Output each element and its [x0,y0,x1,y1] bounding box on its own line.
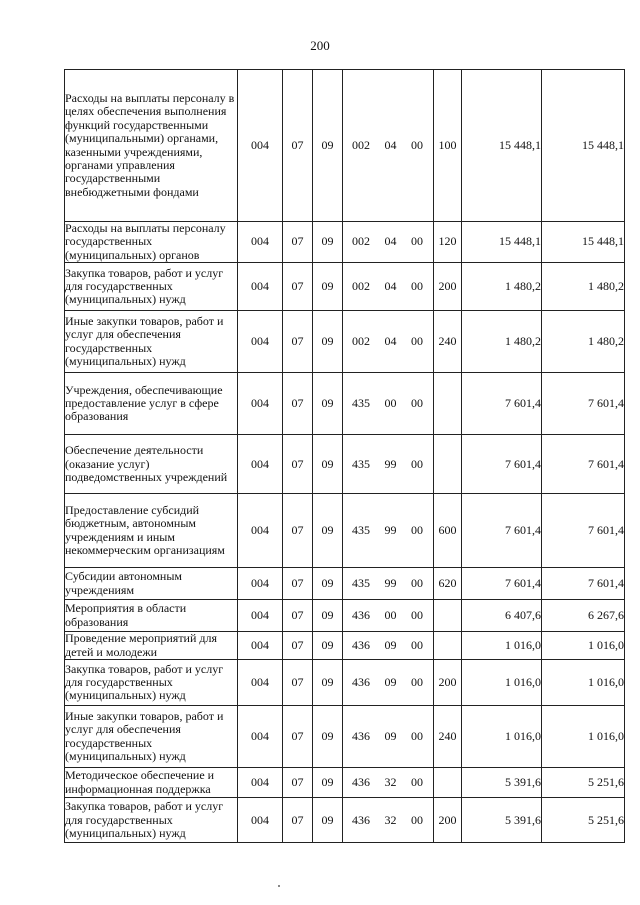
target-article-part-1: 436 [352,729,370,744]
amount-plan-2: 1 016,0 [542,660,625,706]
expense-type-code [434,435,462,494]
amount-plan-2: 7 601,4 [542,494,625,568]
amount-plan-2: 7 601,4 [542,568,625,600]
target-article-part-1: 436 [352,638,370,653]
target-article-code [343,798,434,843]
table-row [65,768,625,798]
expense-type-code: 200 [434,263,462,311]
target-article-part-2: 04 [384,279,397,294]
target-article-part-1: 435 [352,576,370,591]
target-article-part-3: 00 [411,279,423,294]
target-article-part-1: 436 [352,775,370,790]
section-code: 07 [283,660,313,706]
target-article-part-1: 002 [352,279,370,294]
subsection-code: 09 [313,373,343,435]
amount-plan-1: 7 601,4 [462,494,542,568]
expense-type-code: 200 [434,798,462,843]
row-name: Закупка товаров, работ и услуг для государственных (муниципальных) нужд [65,263,238,311]
target-article-parts [343,676,433,689]
target-article-parts [343,280,433,293]
ministry-code: 004 [238,632,283,660]
target-article-code [343,494,434,568]
expense-type-code [434,632,462,660]
section-code: 07 [283,435,313,494]
row-name: Иные закупки товаров, работ и услуг для обеспечения государственных (муниципальных) нужд [65,706,238,768]
section-code: 07 [283,222,313,263]
section-code: 07 [283,263,313,311]
target-article-part-1: 435 [352,396,370,411]
target-article-parts [343,730,433,743]
target-article-code [343,373,434,435]
expense-type-code: 620 [434,568,462,600]
amount-plan-1: 7 601,4 [462,373,542,435]
section-code: 07 [283,632,313,660]
amount-plan-1: 1 016,0 [462,632,542,660]
target-article-code [343,768,434,798]
target-article-part-2: 00 [384,396,397,411]
ministry-code: 004 [238,798,283,843]
target-article-parts [343,639,433,652]
target-article-part-2: 09 [384,675,397,690]
amount-plan-1: 5 391,6 [462,768,542,798]
amount-plan-2: 1 480,2 [542,263,625,311]
target-article-code [343,222,434,263]
subsection-code: 09 [313,768,343,798]
row-name: Расходы на выплаты персоналу в целях обеспечения выполнения функций государственными (муниципальными) органами, казенными учреждениями, органами управления государственными внебюджетными фондами [65,70,238,222]
target-article-parts [343,776,433,789]
target-article-parts [343,609,433,622]
target-article-part-1: 002 [352,137,370,152]
scan-speck [278,885,280,887]
amount-plan-2: 15 448,1 [542,222,625,263]
target-article-part-2: 99 [384,456,397,471]
target-article-part-3: 00 [411,396,423,411]
ministry-code: 004 [238,568,283,600]
section-code: 07 [283,568,313,600]
expense-type-code: 600 [434,494,462,568]
amount-plan-1: 7 601,4 [462,568,542,600]
ministry-code: 004 [238,706,283,768]
target-article-part-3: 00 [411,638,423,653]
target-article-part-3: 00 [411,234,423,249]
amount-plan-1: 5 391,6 [462,798,542,843]
row-name: Закупка товаров, работ и услуг для государственных (муниципальных) нужд [65,660,238,706]
section-code: 07 [283,798,313,843]
amount-plan-2: 5 251,6 [542,768,625,798]
page-number: 200 [310,38,330,53]
table-row [65,311,625,373]
subsection-code: 09 [313,222,343,263]
target-article-code [343,660,434,706]
amount-plan-2: 1 016,0 [542,632,625,660]
target-article-part-2: 32 [384,775,397,790]
target-article-part-2: 04 [384,234,397,249]
target-article-parts [343,335,433,348]
row-name: Учреждения, обеспечивающие предоставление услуг в сфере образования [65,373,238,435]
amount-plan-1: 15 448,1 [462,70,542,222]
table-row [65,632,625,660]
row-name: Проведение мероприятий для детей и молодежи [65,632,238,660]
row-name: Обеспечение деятельности (оказание услуг) подведомственных учреждений [65,435,238,494]
row-name: Мероприятия в области образования [65,600,238,632]
target-article-part-1: 436 [352,608,370,623]
amount-plan-1: 1 016,0 [462,706,542,768]
subsection-code: 09 [313,311,343,373]
target-article-code [343,70,434,222]
section-code: 07 [283,768,313,798]
amount-plan-1: 1 480,2 [462,263,542,311]
target-article-part-2: 99 [384,576,397,591]
amount-plan-2: 1 016,0 [542,706,625,768]
row-name: Закупка товаров, работ и услуг для государственных (муниципальных) нужд [65,798,238,843]
row-name: Расходы на выплаты персоналу государственных (муниципальных) органов [65,222,238,263]
row-name: Предоставление субсидий бюджетным, автономным учреждениям и иным некоммерческим организациям [65,494,238,568]
section-code: 07 [283,70,313,222]
target-article-code [343,311,434,373]
target-article-part-1: 002 [352,234,370,249]
subsection-code: 09 [313,494,343,568]
amount-plan-2: 7 601,4 [542,373,625,435]
target-article-code [343,568,434,600]
ministry-code: 004 [238,660,283,706]
subsection-code: 09 [313,70,343,222]
target-article-part-3: 00 [411,456,423,471]
table-row [65,373,625,435]
section-code: 07 [283,373,313,435]
expense-type-code [434,768,462,798]
target-article-part-3: 00 [411,576,423,591]
target-article-part-2: 99 [384,523,397,538]
row-name: Методическое обеспечение и информационная поддержка [65,768,238,798]
target-article-code [343,263,434,311]
ministry-code: 004 [238,222,283,263]
subsection-code: 09 [313,660,343,706]
target-article-part-3: 00 [411,729,423,744]
subsection-code: 09 [313,600,343,632]
target-article-part-1: 435 [352,456,370,471]
ministry-code: 004 [238,373,283,435]
expense-type-code: 200 [434,660,462,706]
subsection-code: 09 [313,706,343,768]
target-article-part-1: 435 [352,523,370,538]
row-name: Субсидии автономным учреждениям [65,568,238,600]
target-article-part-1: 436 [352,812,370,827]
target-article-part-1: 002 [352,334,370,349]
target-article-parts [343,397,433,410]
target-article-part-3: 00 [411,137,423,152]
target-article-part-3: 00 [411,523,423,538]
target-article-part-3: 00 [411,675,423,690]
target-article-part-3: 00 [411,775,423,790]
subsection-code: 09 [313,632,343,660]
ministry-code: 004 [238,435,283,494]
ministry-code: 004 [238,263,283,311]
amount-plan-1: 1 480,2 [462,311,542,373]
amount-plan-2: 7 601,4 [542,435,625,494]
budget-table [64,69,625,843]
section-code: 07 [283,494,313,568]
expense-type-code [434,600,462,632]
amount-plan-2: 1 480,2 [542,311,625,373]
table-row [65,600,625,632]
table-row [65,494,625,568]
amount-plan-2: 15 448,1 [542,70,625,222]
amount-plan-1: 6 407,6 [462,600,542,632]
table-row [65,70,625,222]
expense-type-code: 120 [434,222,462,263]
target-article-part-3: 00 [411,334,423,349]
table-row [65,222,625,263]
expense-type-code [434,373,462,435]
expense-type-code: 100 [434,70,462,222]
ministry-code: 004 [238,768,283,798]
target-article-parts [343,458,433,471]
amount-plan-1: 7 601,4 [462,435,542,494]
target-article-code [343,706,434,768]
target-article-code [343,600,434,632]
ministry-code: 004 [238,600,283,632]
target-article-part-2: 09 [384,729,397,744]
target-article-part-2: 04 [384,334,397,349]
target-article-parts [343,577,433,590]
amount-plan-1: 15 448,1 [462,222,542,263]
target-article-part-3: 00 [411,812,423,827]
ministry-code: 004 [238,311,283,373]
table-row [65,798,625,843]
target-article-part-1: 436 [352,675,370,690]
amount-plan-2: 5 251,6 [542,798,625,843]
table-row [65,660,625,706]
ministry-code: 004 [238,494,283,568]
table-row [65,435,625,494]
target-article-part-2: 00 [384,608,397,623]
section-code: 07 [283,600,313,632]
amount-plan-2: 6 267,6 [542,600,625,632]
target-article-part-2: 04 [384,137,397,152]
target-article-part-2: 09 [384,638,397,653]
target-article-parts [343,814,433,827]
expense-type-code: 240 [434,706,462,768]
section-code: 07 [283,706,313,768]
target-article-code [343,435,434,494]
ministry-code: 004 [238,70,283,222]
target-article-parts [343,524,433,537]
target-article-code [343,632,434,660]
table-row [65,263,625,311]
subsection-code: 09 [313,263,343,311]
target-article-parts [343,235,433,248]
amount-plan-1: 1 016,0 [462,660,542,706]
expense-type-code: 240 [434,311,462,373]
subsection-code: 09 [313,568,343,600]
row-name: Иные закупки товаров, работ и услуг для обеспечения государственных (муниципальных) нужд [65,311,238,373]
target-article-part-2: 32 [384,812,397,827]
target-article-part-3: 00 [411,608,423,623]
table-row [65,568,625,600]
section-code: 07 [283,311,313,373]
table-row [65,706,625,768]
target-article-parts [343,139,433,152]
subsection-code: 09 [313,798,343,843]
subsection-code: 09 [313,435,343,494]
